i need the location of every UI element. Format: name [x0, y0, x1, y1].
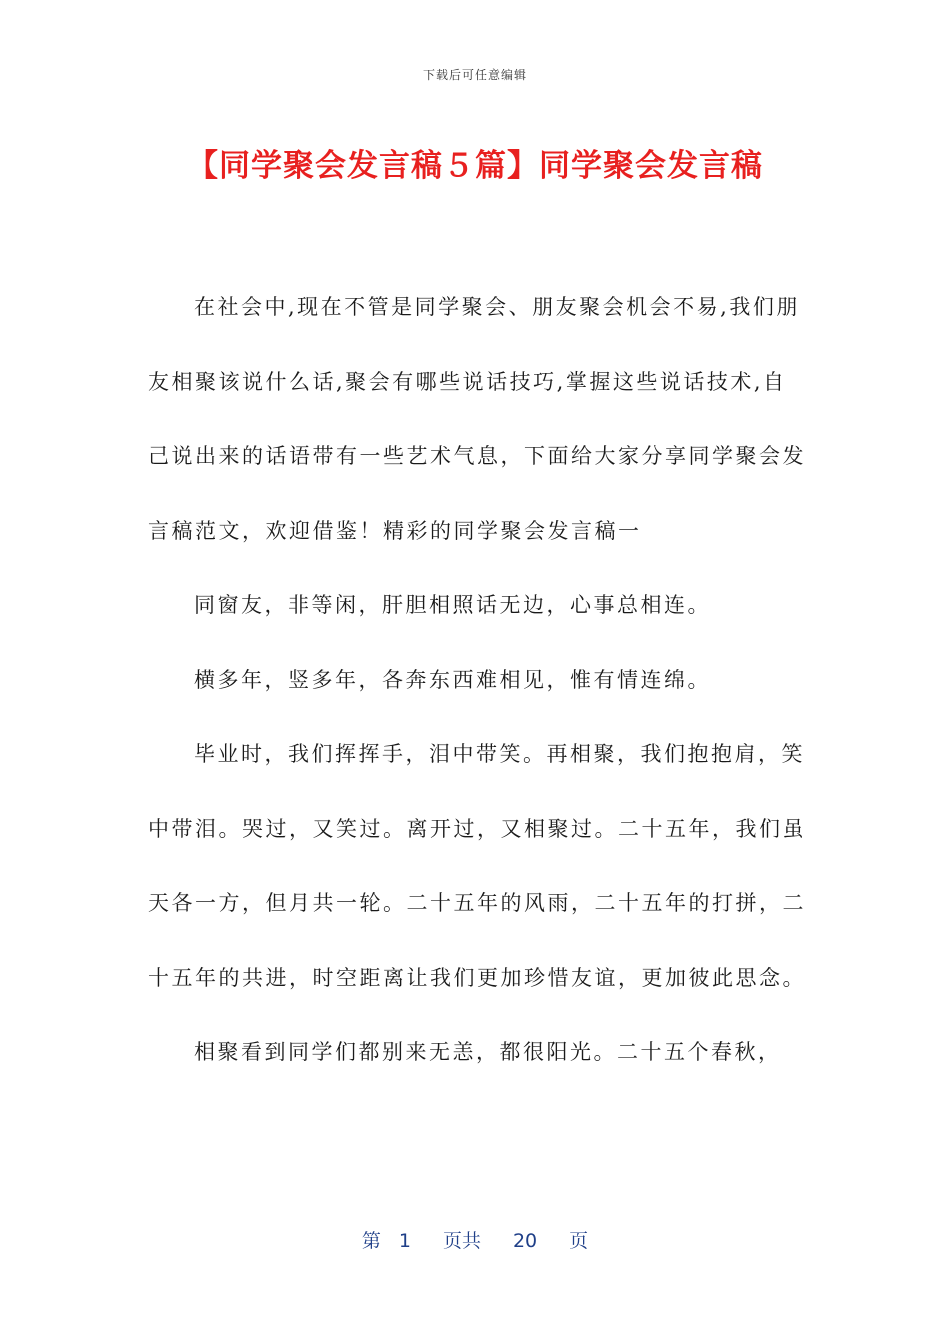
paragraph: 横多年，竖多年，各奔东西难相见，惟有情连绵。: [194, 667, 711, 692]
document-body: [148, 270, 808, 1090]
total-pages-number: 20: [512, 1230, 538, 1252]
footer-middle: 页共: [442, 1230, 481, 1252]
paragraph: 同窗友，非等闲，肝胆相照话无边，心事总相连。: [194, 593, 711, 617]
current-page-number: 1: [398, 1230, 411, 1252]
document-title: 【同学聚会发言稿５篇】同学聚会发言稿: [187, 148, 763, 184]
paragraph: 相聚看到同学们都别来无恙，都很阳光。二十五个春秋，: [194, 1040, 782, 1064]
page-footer: [0, 1226, 950, 1253]
paragraph: 在社会中,现在不管是同学聚会、朋友聚会机会不易,我们朋友相聚该说什么话,聚会有哪些说话技巧,掌握这些说话技术,自己说出来的话语带有一些艺术气息，下面给大家分享同学聚会发言稿范文，欢迎借鉴！精彩的同学聚会发言稿一: [148, 295, 806, 543]
paragraph: 毕业时，我们挥挥手，泪中带笑。再相聚，我们抱抱肩，笑中带泪。哭过，又笑过。离开过，又相聚过。二十五年，我们虽天各一方，但月共一轮。二十五年的风雨，二十五年的打拼，二十五年的共进，时空距离让我们更加珍惜友谊，更加彼此思念。: [148, 742, 806, 990]
footer-prefix: 第: [361, 1230, 381, 1252]
footer-suffix: 页: [569, 1230, 589, 1252]
header-note: 下载后可任意编辑: [422, 68, 527, 82]
